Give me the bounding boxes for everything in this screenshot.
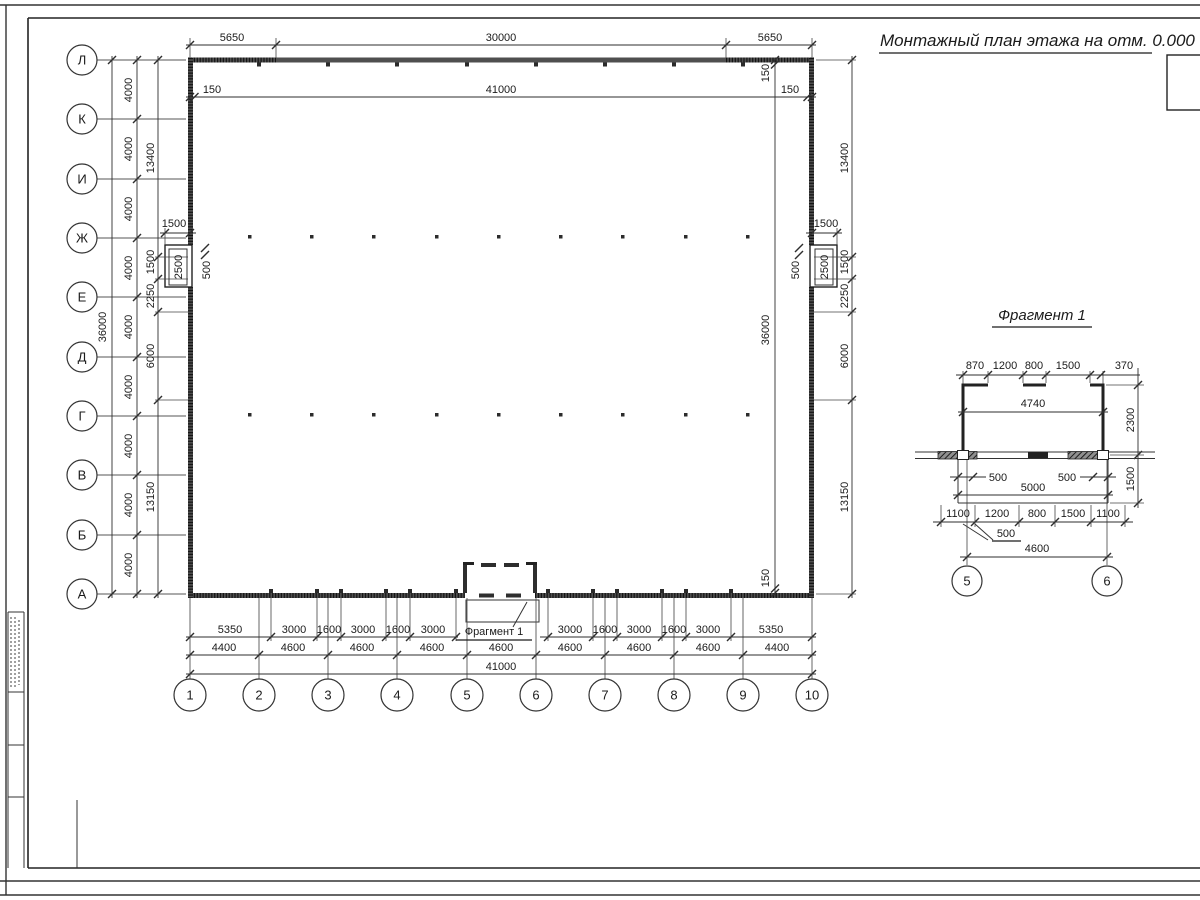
dim-label: 1100: [946, 508, 970, 520]
vestibule: [463, 562, 539, 627]
column-section: [1098, 451, 1109, 460]
dim-label: 500: [1057, 472, 1077, 484]
plan-dimensions: [97, 32, 856, 678]
row-axis-label: Д: [77, 349, 87, 365]
dim-label: 150: [760, 63, 772, 83]
dim-label: 13400: [145, 142, 157, 174]
row-axis-label: К: [78, 111, 86, 127]
dim-label: 5650: [219, 32, 245, 44]
dim-label: 13150: [839, 481, 851, 513]
col-axes: [174, 598, 828, 711]
dim-label: 36000: [97, 311, 109, 343]
dim-label: 4600: [1024, 543, 1050, 555]
dim-label: 4740: [1020, 398, 1046, 410]
fragment-title: Фрагмент 1: [998, 307, 1086, 324]
dim-label: 1500: [1060, 508, 1086, 520]
dim-label: 800: [1024, 360, 1044, 372]
dim-label: 1600: [661, 624, 687, 636]
dim-label: 4600: [557, 642, 583, 654]
dim-label: 41000: [485, 661, 517, 673]
dim-label: 4000: [123, 255, 135, 281]
dim-label: 4000: [123, 374, 135, 400]
dim-label: 4400: [211, 642, 237, 654]
dim-label: 3000: [557, 624, 583, 636]
dim-label: 2500: [173, 254, 185, 280]
threshold-mark: [1028, 452, 1048, 458]
plan-walls: [165, 58, 837, 598]
dim-label: 870: [965, 360, 985, 372]
row-axis-label: В: [77, 467, 87, 483]
row-axis-label: Г: [78, 408, 86, 424]
dim-label: 1500: [1125, 466, 1137, 492]
col-axis-label: 9: [739, 687, 747, 703]
dim-label: 1200: [992, 360, 1018, 372]
dim-label: 500: [201, 260, 213, 280]
dim-label: 4600: [349, 642, 375, 654]
dim-label: 4600: [695, 642, 721, 654]
row-axis-label: Ж: [75, 230, 89, 246]
column-section: [958, 451, 969, 460]
dim-label: 4000: [123, 492, 135, 518]
dim-label: 3000: [626, 624, 652, 636]
dim-label: 6000: [839, 343, 851, 369]
dim-label: 2500: [819, 254, 831, 280]
row-axis-label: И: [77, 171, 87, 187]
dim-label: 13400: [839, 142, 851, 174]
dim-label: 4000: [123, 196, 135, 222]
row-axis-label: Л: [77, 52, 87, 68]
dim-label: 1500: [839, 249, 851, 275]
dim-label: 370: [1114, 360, 1134, 372]
fragment-detail: [915, 307, 1155, 596]
sheet-title: Монтажный план этажа на отм. 0.000: [880, 31, 1195, 50]
interior-columns: [248, 235, 750, 417]
dim-label: 13150: [145, 481, 157, 513]
row-axis-label: Е: [77, 289, 87, 305]
dim-label: 150: [202, 84, 222, 96]
col-axis-label: 1: [186, 687, 194, 703]
row-axis-label: Б: [77, 527, 87, 543]
dim-label: 4000: [123, 433, 135, 459]
dim-label: 1500: [813, 218, 839, 230]
dim-label: 2300: [1125, 407, 1137, 433]
dim-label: 500: [996, 528, 1016, 540]
bottom-wall-columns: [269, 589, 733, 593]
dim-label: 1600: [316, 624, 342, 636]
dim-label: 1500: [161, 218, 187, 230]
dim-label: 150: [760, 568, 772, 588]
dim-label: 41000: [485, 84, 517, 96]
dim-label: 1200: [984, 508, 1010, 520]
dim-label: 5350: [217, 624, 243, 636]
dim-label: 800: [1027, 508, 1047, 520]
porch-slab: [466, 600, 539, 622]
col-axis-label: 6: [532, 687, 540, 703]
dim-label: 2250: [839, 283, 851, 309]
dim-label: 4600: [626, 642, 652, 654]
dim-label: 1500: [145, 249, 157, 275]
row-axis-label: А: [77, 586, 87, 602]
dim-label: 3000: [695, 624, 721, 636]
dim-label: 30000: [485, 32, 517, 44]
dim-label: 4400: [764, 642, 790, 654]
dim-label: 4000: [123, 552, 135, 578]
col-axis-label: 8: [670, 687, 678, 703]
top-wall-columns: [257, 63, 745, 67]
dim-label: 3000: [281, 624, 307, 636]
dim-label: 4000: [123, 314, 135, 340]
dim-label: 4600: [419, 642, 445, 654]
dim-label: 150: [780, 84, 800, 96]
dim-label: 5350: [758, 624, 784, 636]
col-axis-label: 4: [393, 687, 401, 703]
dim-label: 6000: [145, 343, 157, 369]
dim-label: 500: [988, 472, 1008, 484]
dim-label: 1100: [1096, 508, 1120, 520]
dim-label: 5000: [1020, 482, 1046, 494]
dim-label: 5650: [757, 32, 783, 44]
dim-label: 500: [790, 260, 802, 280]
dim-label: 1600: [385, 624, 411, 636]
col-axis-label: 5: [463, 687, 471, 703]
fragment-axis-label: 5: [963, 573, 971, 589]
dim-label: 2250: [145, 283, 157, 309]
dim-label: 3000: [350, 624, 376, 636]
dim-label: 36000: [760, 314, 772, 346]
dim-label: 4000: [123, 136, 135, 162]
dim-label: 3000: [420, 624, 446, 636]
fragment-leader: [513, 602, 527, 627]
dim-label: 4000: [123, 77, 135, 103]
format-stamp-box: [1167, 55, 1200, 110]
col-axis-label: 10: [804, 687, 820, 703]
col-axis-label: 2: [255, 687, 263, 703]
sheet-border: [0, 5, 1200, 895]
dim-label: 4600: [488, 642, 514, 654]
col-axis-label: 7: [601, 687, 609, 703]
fragment-ref-label: Фрагмент 1: [464, 626, 524, 638]
title-block-strip: [8, 612, 77, 868]
dim-label: 4600: [280, 642, 306, 654]
dim-label: 1500: [1055, 360, 1081, 372]
dim-label: 1600: [592, 624, 618, 636]
col-axis-label: 3: [324, 687, 332, 703]
fragment-axis-label: 6: [1103, 573, 1111, 589]
